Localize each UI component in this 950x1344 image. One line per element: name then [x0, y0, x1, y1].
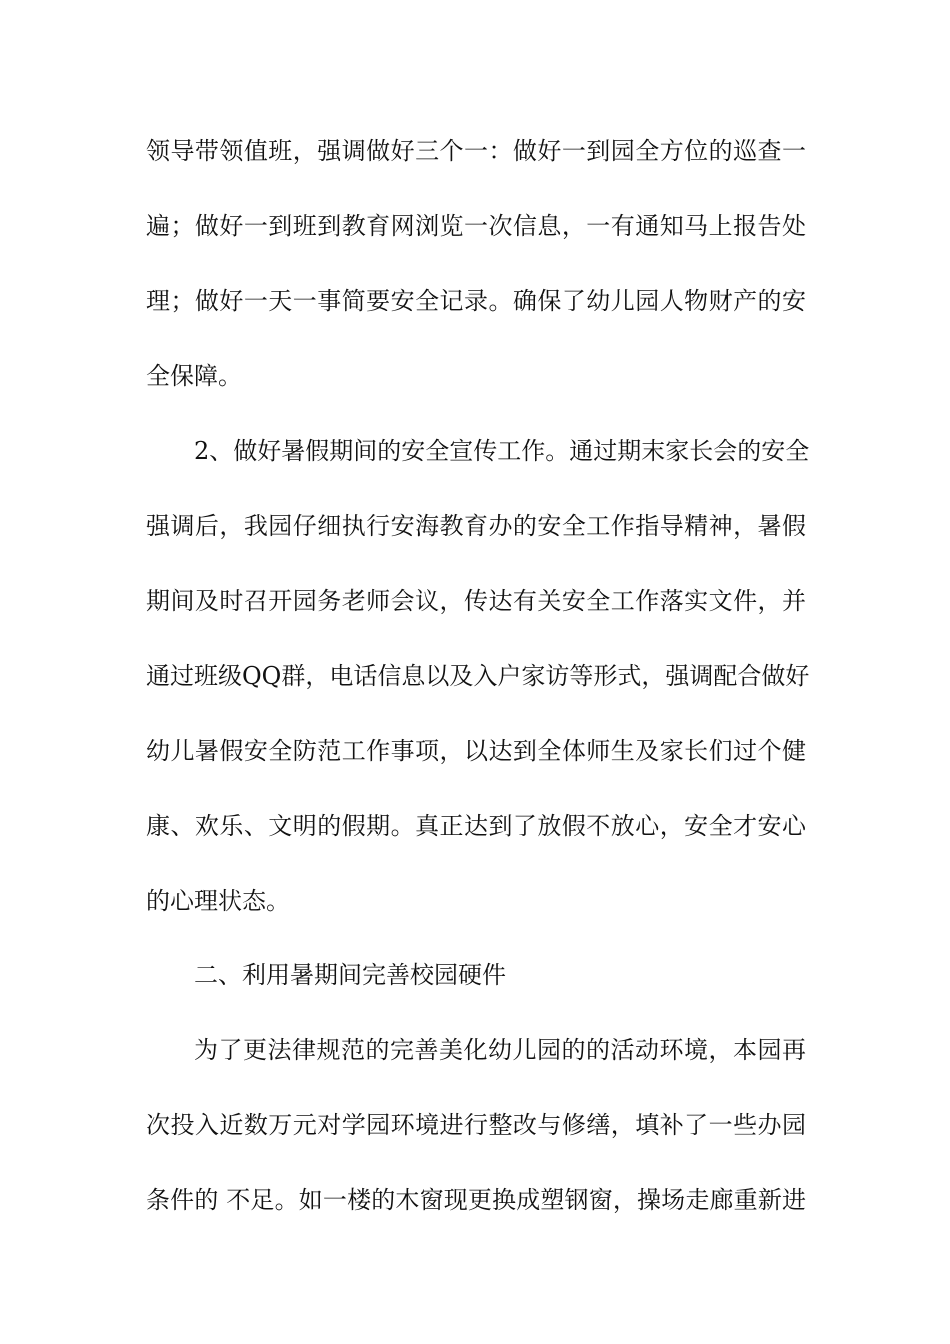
- section-heading: 二、利用暑期间完善校园硬件: [194, 961, 506, 989]
- paragraph-line: 条件的 不足。如一楼的木窗现更换成塑钢窗，操场走廊重新进: [146, 1186, 806, 1214]
- paragraph-line: 次投入近数万元对学园环境进行整改与修缮，填补了一些办园: [146, 1111, 806, 1139]
- paragraph-line: 康、欢乐、文明的假期。真正达到了放假不放心，安全才安心: [146, 812, 806, 840]
- paragraph-line: 领导带领值班，强调做好三个一：做好一到园全方位的巡查一: [146, 137, 806, 165]
- paragraph-line: 幼儿暑假安全防范工作事项，以达到全体师生及家长们过个健: [146, 737, 806, 765]
- paragraph-line: 理；做好一天一事简要安全记录。确保了幼儿园人物财产的安: [146, 287, 806, 315]
- paragraph-line: 期间及时召开园务老师会议，传达有关安全工作落实文件，并: [146, 587, 806, 615]
- paragraph-line: 遍；做好一到班到教育网浏览一次信息，一有通知马上报告处: [146, 212, 806, 240]
- paragraph-line: 强调后，我园仔细执行安海教育办的安全工作指导精神，暑假: [146, 512, 806, 540]
- paragraph-line: 2、做好暑假期间的安全宣传工作。通过期末家长会的安全: [194, 437, 810, 465]
- paragraph-line: 的心理状态。: [146, 887, 290, 915]
- paragraph-line: 全保障。: [146, 362, 242, 390]
- paragraph-line: 为了更法律规范的完善美化幼儿园的的活动环境，本园再: [194, 1036, 806, 1064]
- paragraph-line: 通过班级QQ群，电话信息以及入户家访等形式，强调配合做好: [146, 662, 810, 690]
